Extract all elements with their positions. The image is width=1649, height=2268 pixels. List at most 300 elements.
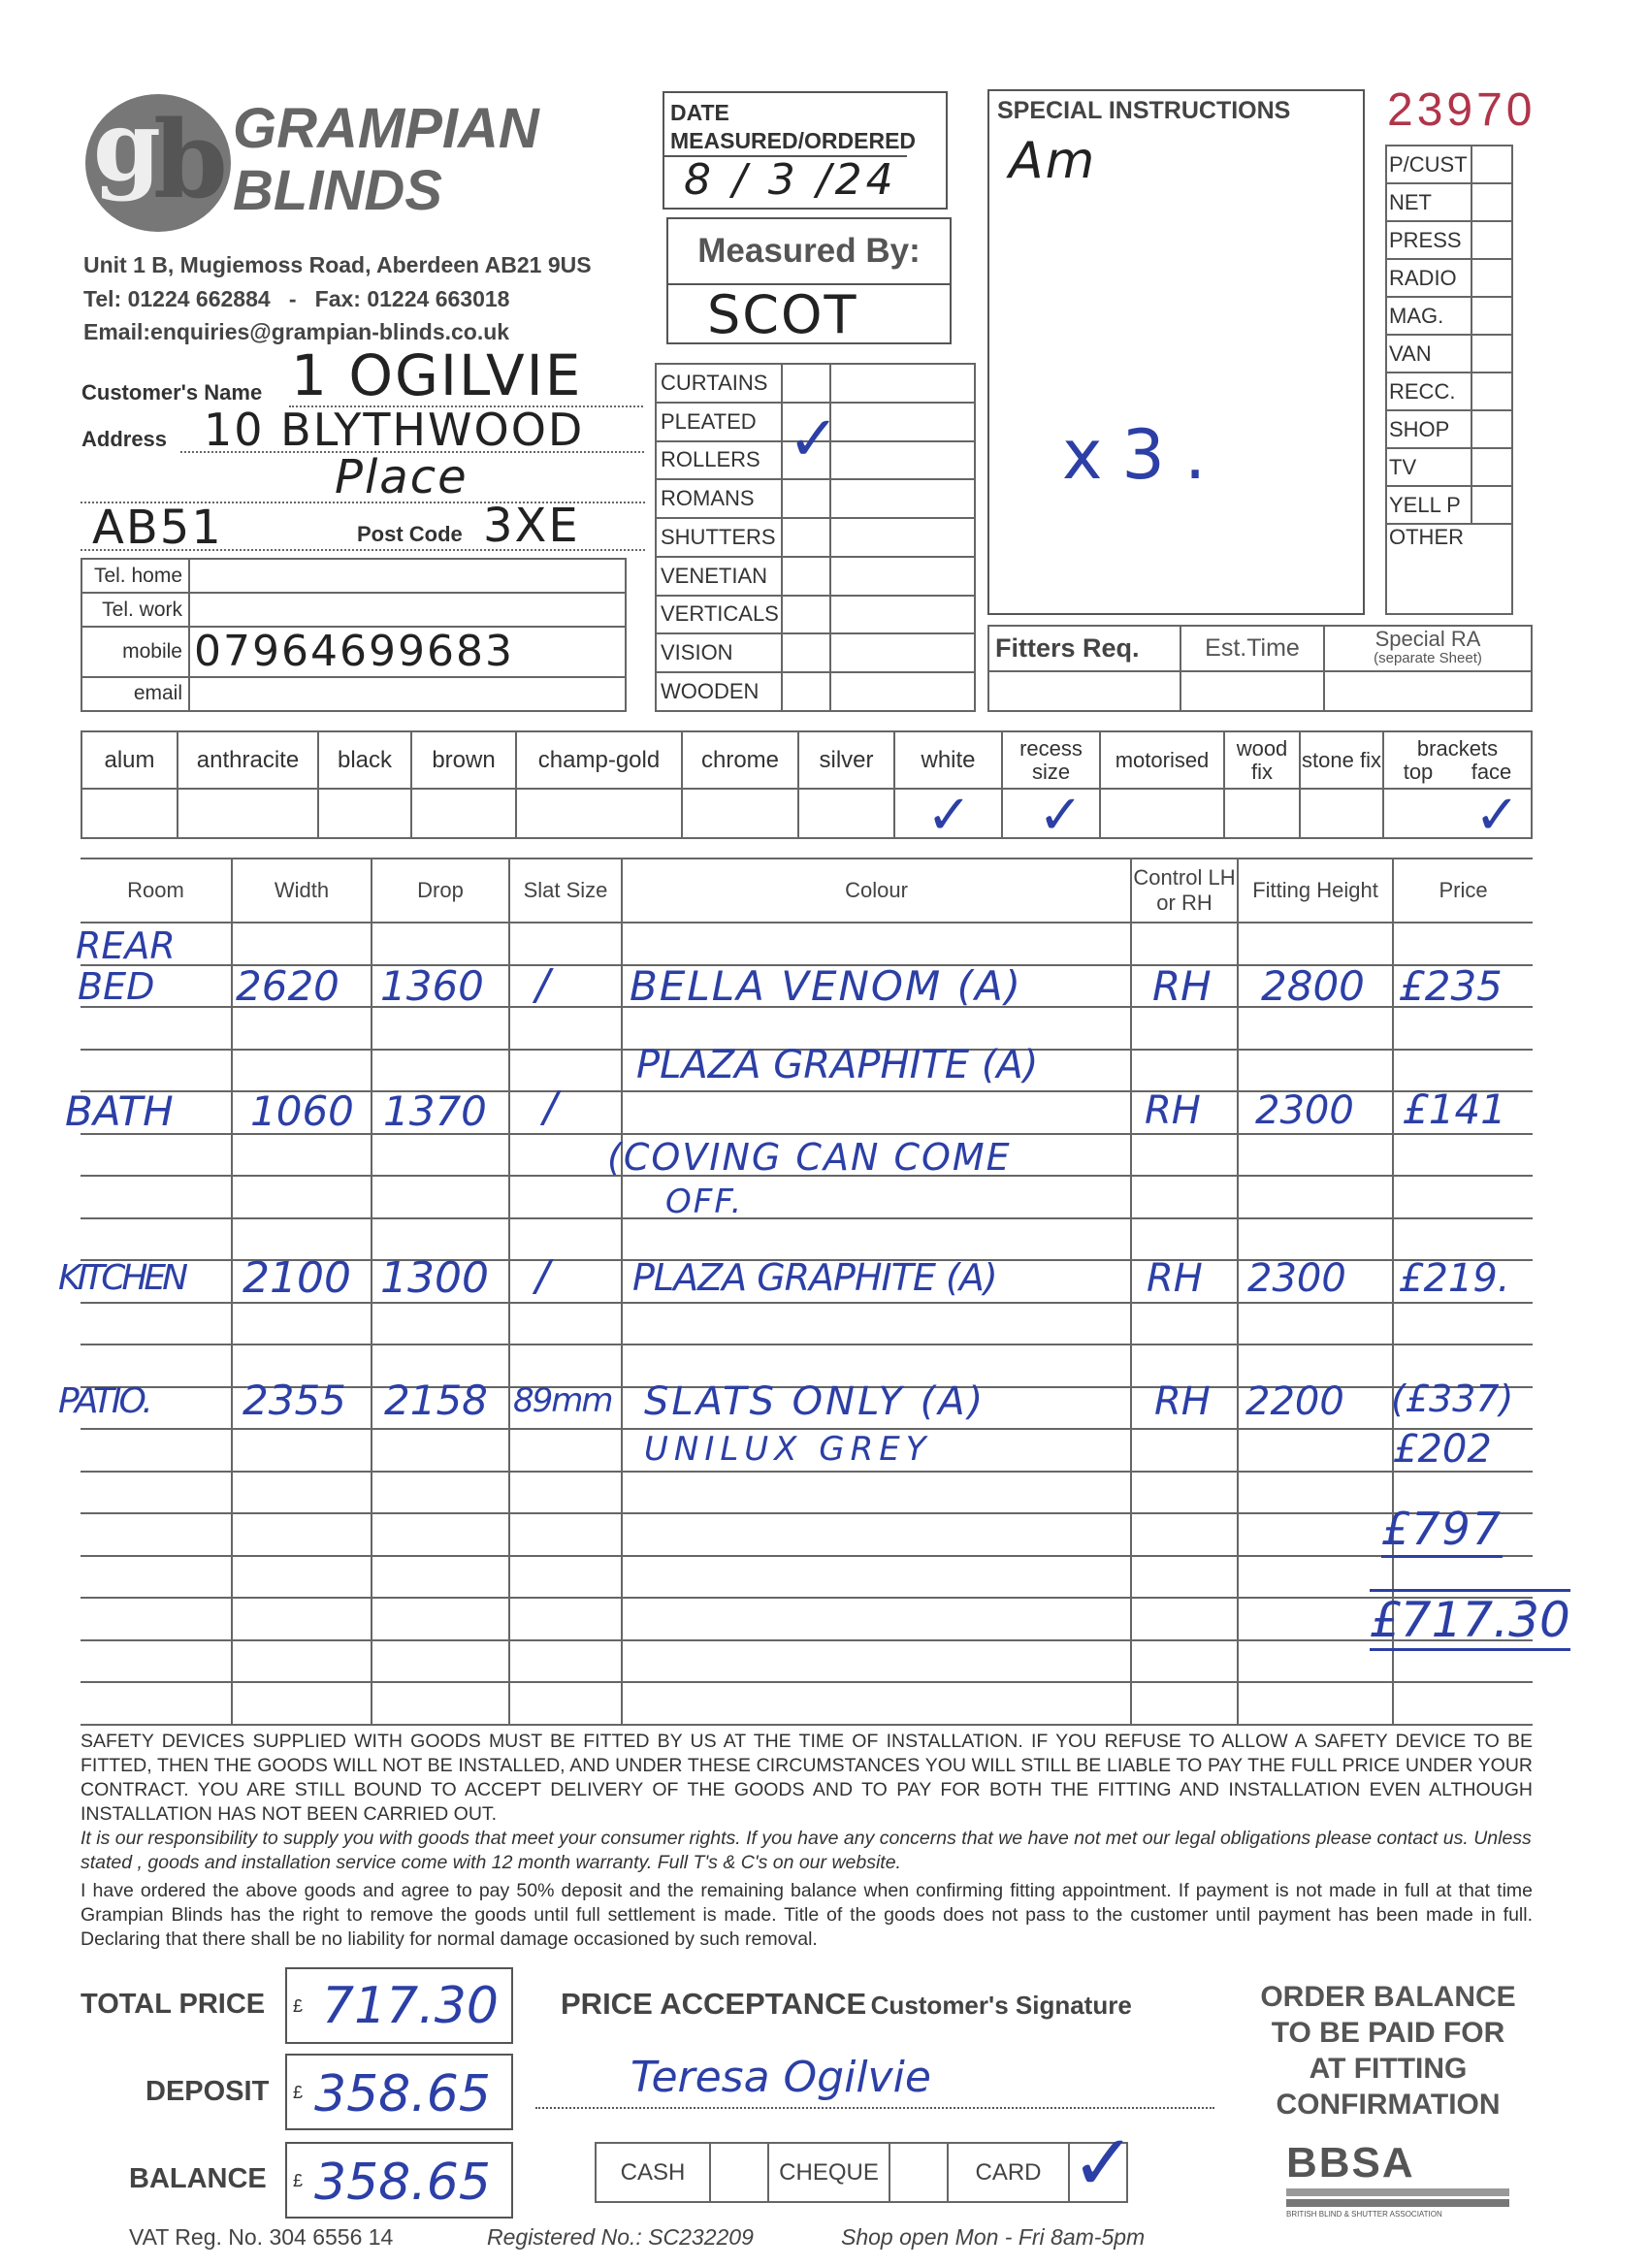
table-cell[interactable] [232, 1682, 372, 1725]
table-cell[interactable] [1238, 1218, 1393, 1261]
table-cell[interactable] [372, 1682, 509, 1725]
row-drop: 2158 [384, 1377, 488, 1424]
row-room: BED [78, 965, 155, 1008]
phone-value[interactable] [189, 593, 626, 627]
row-fitting-height: 2300 [1247, 1256, 1346, 1301]
source-checkbox[interactable] [1471, 146, 1512, 183]
table-cell[interactable] [1131, 1472, 1238, 1514]
blind-type-checkbox[interactable] [782, 672, 830, 711]
table-cell[interactable] [372, 1176, 509, 1218]
balance-label: BALANCE [129, 2163, 267, 2194]
source-row [1386, 297, 1512, 335]
table-cell[interactable] [81, 1682, 232, 1725]
blind-type-qty[interactable] [830, 557, 975, 596]
source-checkbox[interactable] [1471, 335, 1512, 373]
table-cell[interactable] [232, 1007, 372, 1050]
postcode-part2[interactable]: 3XE [483, 499, 580, 553]
blind-type-label: WOODEN [656, 672, 782, 711]
table-cell[interactable] [1393, 1218, 1533, 1261]
blind-type-label: VISION [656, 633, 782, 672]
table-cell[interactable] [232, 1134, 372, 1177]
table-row [81, 1303, 1533, 1345]
table-cell[interactable] [372, 1050, 509, 1092]
special-ra-field[interactable] [1324, 671, 1532, 711]
table-cell[interactable] [372, 1303, 509, 1345]
measured-by-label: Measured By: [668, 219, 950, 285]
finish-label: brown [411, 731, 516, 789]
consumer-rights-notice: It is our responsibility to supply you with goods that meet your consumer rights. If you have any concerns that we have not met our legal obligations please contact us. Unless stated , goods and installation service come with 12 month warranty. Full T's & C's on our website. [81, 1828, 1532, 1873]
table-cell[interactable] [509, 960, 622, 1010]
payment-cheque-label: CHEQUE [768, 2143, 889, 2202]
customer-name[interactable]: 1 OGILVIE [291, 342, 583, 408]
white-checkmark: ✓ [926, 784, 972, 845]
blind-type-label: PLEATED [656, 403, 782, 441]
row-control: RH [1154, 1379, 1211, 1424]
address-line1[interactable]: 10 BLYTHWOOD [204, 404, 585, 456]
est-time-field[interactable] [1180, 671, 1324, 711]
table-cell[interactable] [232, 1176, 372, 1218]
table-cell[interactable] [372, 1472, 509, 1514]
blind-type-checkbox[interactable] [782, 518, 830, 557]
row-price: £219. [1399, 1256, 1510, 1301]
row-width: 2355 [242, 1377, 346, 1424]
subtotal-price: £202 [1393, 1427, 1492, 1472]
table-cell[interactable] [509, 923, 622, 965]
table-cell[interactable] [509, 1260, 622, 1303]
table-cell[interactable] [509, 1429, 622, 1472]
total-price-value: 717.30 [322, 1977, 499, 2035]
table-cell[interactable] [1131, 1429, 1238, 1472]
table-cell[interactable] [509, 1007, 622, 1050]
source-row [1386, 373, 1512, 410]
table-cell[interactable] [622, 1682, 1131, 1725]
fitters-required-label: Fitters Req. [988, 626, 1180, 671]
table-cell[interactable] [509, 1640, 622, 1683]
table-cell[interactable] [622, 1640, 1131, 1683]
table-cell[interactable] [622, 1598, 1131, 1640]
table-cell[interactable] [232, 923, 372, 965]
table-cell[interactable] [372, 1556, 509, 1599]
blind-type-checkbox[interactable] [782, 364, 830, 403]
table-cell[interactable] [1131, 1050, 1238, 1092]
phone-label: email [81, 677, 189, 711]
total-price-box[interactable] [285, 1967, 513, 2044]
source-row [1386, 259, 1512, 297]
source-label: RADIO [1386, 259, 1471, 297]
source-label: VAN [1386, 335, 1471, 373]
signature-line[interactable] [535, 2107, 1214, 2109]
source-label: SHOP [1386, 410, 1471, 448]
table-cell[interactable] [1238, 1472, 1393, 1514]
brackets-top-label: top [1403, 759, 1434, 784]
header-room: Room [81, 859, 232, 923]
address-label: Address [81, 427, 168, 451]
table-cell[interactable] [1238, 1176, 1393, 1218]
postcode-part1[interactable]: AB51 [92, 501, 223, 555]
finish-checkbox[interactable] [81, 789, 178, 838]
source-row [1386, 410, 1512, 448]
row-room: BATH [65, 1087, 174, 1135]
table-cell[interactable] [1238, 1007, 1393, 1050]
row-control: RH [1147, 1256, 1203, 1301]
payment-method-table [595, 2142, 1128, 2203]
table-cell[interactable] [372, 1007, 509, 1050]
blind-type-checkbox[interactable] [782, 596, 830, 634]
table-row [81, 1640, 1533, 1683]
brackets-face-label: face [1471, 759, 1512, 784]
table-cell[interactable] [1238, 1303, 1393, 1345]
company-phone: Tel: 01224 662884 - Fax: 01224 663018 [83, 286, 510, 311]
table-cell[interactable] [622, 1303, 1131, 1345]
source-checkbox[interactable] [1471, 486, 1512, 524]
payment-cash-label: CASH [596, 2143, 710, 2202]
finish-label: silver [798, 731, 894, 789]
blind-type-label: VERTICALS [656, 596, 782, 634]
special-ra-label: Special RA [1374, 626, 1481, 651]
table-cell[interactable] [81, 1345, 232, 1387]
finish-checkbox[interactable] [178, 789, 318, 838]
blind-type-qty[interactable] [830, 633, 975, 672]
table-cell[interactable] [372, 1429, 509, 1472]
table-cell[interactable] [1238, 1682, 1393, 1725]
date-box [663, 91, 948, 210]
table-cell[interactable] [81, 1134, 232, 1177]
blind-type-label: ROMANS [656, 479, 782, 518]
row-colour: PLAZA GRAPHITE (A) [636, 1043, 1039, 1087]
source-label: P/CUST [1386, 146, 1471, 183]
phone-label: mobile [81, 627, 189, 676]
row-colour: SLATS ONLY (A) [644, 1379, 986, 1424]
table-cell[interactable] [1393, 1134, 1533, 1177]
source-row [1386, 448, 1512, 486]
finish-table [81, 730, 1533, 839]
measured-by-value[interactable]: SCOT [707, 284, 858, 345]
blind-type-checkbox[interactable] [782, 633, 830, 672]
table-cell[interactable] [81, 1598, 232, 1640]
currency-symbol: £ [293, 2171, 304, 2190]
row-control: RH [1145, 1088, 1201, 1133]
source-list [1385, 145, 1513, 615]
table-cell[interactable] [81, 1640, 232, 1683]
order-balance-line: CONFIRMATION [1276, 2089, 1501, 2121]
address-line2[interactable]: Place [335, 450, 469, 504]
blind-type-row [656, 557, 975, 596]
table-cell[interactable] [372, 1134, 509, 1177]
row-slat: / [535, 960, 552, 1010]
table-cell[interactable] [622, 1513, 1131, 1556]
payment-cash-box[interactable] [710, 2143, 768, 2202]
option-label-recess: recess size [1002, 731, 1100, 789]
table-cell[interactable] [1131, 1682, 1238, 1725]
table-cell[interactable] [81, 1556, 232, 1599]
source-label: TV [1386, 448, 1471, 486]
table-cell[interactable] [81, 1303, 232, 1345]
company-name-line1: GRAMPIAN [233, 97, 539, 160]
source-checkbox[interactable] [1471, 448, 1512, 486]
finish-checkbox[interactable] [798, 789, 894, 838]
blind-type-row [656, 672, 975, 711]
special-instructions-label: SPECIAL INSTRUCTIONS [997, 97, 1291, 124]
header-fitting-height: Fitting Height [1238, 859, 1393, 923]
company-address: Unit 1 B, Mugiemoss Road, Aberdeen AB21 9US [83, 252, 592, 277]
table-row [81, 1472, 1533, 1514]
price-acceptance [561, 1987, 1132, 2022]
table-cell[interactable] [1238, 1513, 1393, 1556]
row-note: OFF. [665, 1183, 744, 1221]
blind-type-row [656, 596, 975, 634]
table-row [81, 1513, 1533, 1556]
fitters-required-field[interactable] [988, 671, 1180, 711]
gross-total-price: £797 [1381, 1507, 1503, 1558]
table-cell[interactable] [232, 1513, 372, 1556]
finish-checkbox[interactable] [516, 789, 682, 838]
customer-name-label: Customer's Name [81, 380, 263, 405]
blind-type-row [656, 633, 975, 672]
table-cell[interactable] [232, 1556, 372, 1599]
recess-size-checkmark: ✓ [1038, 784, 1083, 845]
balance-box[interactable] [285, 2142, 513, 2219]
rollers-checkmark: ✓ [788, 404, 840, 473]
brackets-face-checkmark: ✓ [1474, 784, 1520, 845]
table-cell[interactable] [1131, 1303, 1238, 1345]
option-label-motorised: motorised [1100, 731, 1224, 789]
finish-label: black [318, 731, 411, 789]
table-cell[interactable] [509, 1345, 622, 1387]
table-cell[interactable] [81, 1472, 232, 1514]
table-cell[interactable] [509, 1513, 622, 1556]
source-row [1386, 524, 1512, 614]
payment-card-label: CARD [948, 2143, 1069, 2202]
phone-value[interactable] [189, 559, 626, 593]
table-cell[interactable] [622, 1091, 1131, 1134]
table-cell[interactable] [1131, 1007, 1238, 1050]
phone-value[interactable]: 07964699683 [189, 627, 626, 676]
row-control: RH [1152, 962, 1212, 1010]
header-control: Control LH or RH [1131, 859, 1238, 923]
table-cell[interactable] [232, 1598, 372, 1640]
source-row [1386, 146, 1512, 183]
table-cell[interactable] [509, 1091, 622, 1134]
blind-type-qty[interactable] [830, 403, 975, 441]
source-label: RECC. [1386, 373, 1471, 410]
table-cell[interactable] [1131, 1556, 1238, 1599]
source-checkbox[interactable] [1471, 373, 1512, 410]
phone-row [81, 627, 626, 676]
company-email: Email:enquiries@grampian-blinds.co.uk [83, 319, 510, 344]
table-cell[interactable] [1238, 1429, 1393, 1472]
table-cell[interactable] [232, 1303, 372, 1345]
table-cell[interactable] [1238, 923, 1393, 965]
total-price-label: TOTAL PRICE [81, 1989, 266, 2020]
table-cell[interactable] [509, 1050, 622, 1092]
card-checkmark: ✓ [1071, 2120, 1137, 2206]
net-total-price: £717.30 [1370, 1589, 1570, 1651]
deposit-box[interactable] [285, 2054, 513, 2130]
blind-type-qty[interactable] [830, 518, 975, 557]
table-cell[interactable] [622, 1472, 1131, 1514]
table-cell[interactable] [232, 1640, 372, 1683]
special-ra-sub: (separate Sheet) [1374, 649, 1482, 666]
option-label-wood: wood fix [1224, 731, 1300, 789]
bbsa-logo-text: BBSA [1286, 2139, 1415, 2187]
finish-checkbox[interactable] [318, 789, 411, 838]
table-cell[interactable] [509, 1682, 622, 1725]
bbsa-subtitle: BRITISH BLIND & SHUTTER ASSOCIATION [1286, 2210, 1442, 2219]
source-checkbox[interactable] [1471, 183, 1512, 221]
blind-type-label: VENETIAN [656, 557, 782, 596]
table-cell[interactable] [509, 1303, 622, 1345]
table-cell[interactable] [509, 1176, 622, 1218]
table-cell[interactable] [372, 923, 509, 965]
row-colour: BELLA VENOM (A) [630, 962, 1023, 1010]
header-colour: Colour [622, 859, 1131, 923]
phone-value[interactable] [189, 677, 626, 711]
table-cell[interactable] [1131, 1598, 1238, 1640]
table-row [81, 1556, 1533, 1599]
row-fitting-height: 2800 [1261, 962, 1365, 1010]
table-cell[interactable] [81, 1218, 232, 1261]
customer-signature: Teresa Ogilvie [630, 2053, 931, 2102]
table-cell[interactable] [1393, 923, 1533, 965]
blind-type-qty[interactable] [830, 596, 975, 634]
blind-type-qty[interactable] [830, 672, 975, 711]
finish-checkbox[interactable] [411, 789, 516, 838]
table-cell[interactable] [1131, 1218, 1238, 1261]
finish-checkbox[interactable] [682, 789, 798, 838]
table-cell[interactable] [1131, 923, 1238, 965]
date-value[interactable]: 8 / 3 /24 [684, 155, 897, 205]
blind-type-qty[interactable] [830, 479, 975, 518]
option-label-stone: stone fix [1300, 731, 1383, 789]
table-cell[interactable] [622, 1556, 1131, 1599]
row-drop: 1360 [380, 962, 484, 1010]
table-cell[interactable] [622, 1218, 1131, 1261]
source-checkbox[interactable] [1471, 221, 1512, 259]
row-note: (COVING CAN COME [607, 1136, 1012, 1179]
table-cell[interactable] [81, 1176, 232, 1218]
table-cell[interactable] [81, 1007, 232, 1050]
table-cell[interactable] [232, 1050, 372, 1092]
row-price: £141 [1403, 1085, 1506, 1133]
finish-label: alum [81, 731, 178, 789]
blind-type-label: CURTAINS [656, 364, 782, 403]
finish-checkbox[interactable] [1300, 789, 1383, 838]
phone-row [81, 677, 626, 711]
table-cell[interactable] [1393, 1682, 1533, 1725]
table-cell[interactable] [509, 1218, 622, 1261]
order-balance-notice [1237, 1979, 1539, 2122]
blind-type-checkbox[interactable] [782, 479, 830, 518]
table-cell[interactable] [1238, 1134, 1393, 1177]
table-cell[interactable] [81, 1050, 232, 1092]
table-cell[interactable] [372, 1598, 509, 1640]
table-cell[interactable] [1393, 1007, 1533, 1050]
row-slat: 89mm [513, 1381, 612, 1420]
source-label: MAG. [1386, 297, 1471, 335]
row-fitting-height: 2300 [1255, 1088, 1354, 1133]
source-checkbox[interactable] [1471, 297, 1512, 335]
table-cell[interactable] [509, 1556, 622, 1599]
header-price: Price [1393, 859, 1533, 923]
signature-label: Customer's Signature [870, 1991, 1132, 2020]
shop-hours: Shop open Mon - Fri 8am-5pm [841, 2224, 1146, 2250]
blind-type-row [656, 518, 975, 557]
finish-checkbox[interactable] [1224, 789, 1300, 838]
table-cell[interactable] [232, 1472, 372, 1514]
payment-cheque-box[interactable] [889, 2143, 948, 2202]
logo-letter-b: b [153, 97, 228, 222]
bbsa-logo [1286, 2139, 1509, 2219]
agreement-notice: I have ordered the above goods and agree to pay 50% deposit and the remaining balance when confirming fitting appointment. If payment is not made in full at that time Grampian Blinds has the right to remove the goods until full settlement is made. Title of the goods does not pass to the customer until payment has been made in full. Declaring that there shall be no liability for normal damage occasioned by such removal. [81, 1880, 1533, 1950]
order-balance-line: AT FITTING [1309, 2053, 1468, 2085]
source-checkbox[interactable] [1471, 259, 1512, 297]
table-cell[interactable] [509, 1134, 622, 1177]
postcode-label: Post Code [357, 522, 463, 546]
table-cell[interactable] [232, 1429, 372, 1472]
table-cell[interactable] [1131, 1640, 1238, 1683]
table-cell[interactable] [372, 1640, 509, 1683]
row-width: 1060 [250, 1087, 354, 1135]
row-room: REAR [76, 924, 176, 967]
table-cell[interactable] [1131, 1513, 1238, 1556]
price-acceptance-title: PRICE ACCEPTANCE [561, 1987, 867, 2021]
balance-value: 358.65 [314, 2154, 491, 2212]
table-cell[interactable] [1238, 1050, 1393, 1092]
table-cell[interactable] [622, 923, 1131, 965]
blind-type-row [656, 364, 975, 403]
finish-checkbox[interactable] [1100, 789, 1224, 838]
table-cell[interactable] [1393, 1303, 1533, 1345]
blind-type-qty[interactable] [830, 441, 975, 480]
blind-type-checkbox[interactable] [782, 557, 830, 596]
table-cell[interactable] [1131, 1134, 1238, 1177]
table-cell[interactable] [372, 1513, 509, 1556]
special-instructions-box[interactable] [987, 89, 1365, 615]
blind-type-qty[interactable] [830, 364, 975, 403]
currency-symbol: £ [293, 1996, 304, 2016]
table-cell[interactable] [1131, 1176, 1238, 1218]
source-row [1386, 335, 1512, 373]
table-row [81, 923, 1533, 965]
header-width: Width [232, 859, 372, 923]
special-instructions-note: x3. [1062, 415, 1226, 495]
source-row [1386, 486, 1512, 524]
source-checkbox[interactable] [1471, 410, 1512, 448]
table-cell[interactable] [1393, 1176, 1533, 1218]
phone-table [81, 558, 627, 712]
table-cell[interactable] [81, 1429, 232, 1472]
table-row [81, 1598, 1533, 1640]
row-colour: UNILUX GREY [644, 1430, 932, 1469]
finish-label: chrome [682, 731, 798, 789]
source-label: OTHER [1386, 524, 1512, 614]
source-label: YELL P [1386, 486, 1471, 524]
row-drop: 1370 [383, 1087, 487, 1135]
table-row [81, 1176, 1533, 1218]
finish-label: anthracite [178, 731, 318, 789]
deposit-value: 358.65 [314, 2065, 491, 2123]
company-name-line2: BLINDS [233, 159, 442, 222]
order-balance-line: TO BE PAID FOR [1271, 2017, 1505, 2049]
table-row [81, 1682, 1533, 1725]
table-cell[interactable] [509, 1598, 622, 1640]
row-room: PATIO. [58, 1381, 150, 1421]
table-cell[interactable] [509, 1472, 622, 1514]
phone-row [81, 593, 626, 627]
row-price: £235 [1399, 962, 1503, 1010]
currency-symbol: £ [293, 2083, 304, 2102]
table-cell[interactable] [81, 1513, 232, 1556]
